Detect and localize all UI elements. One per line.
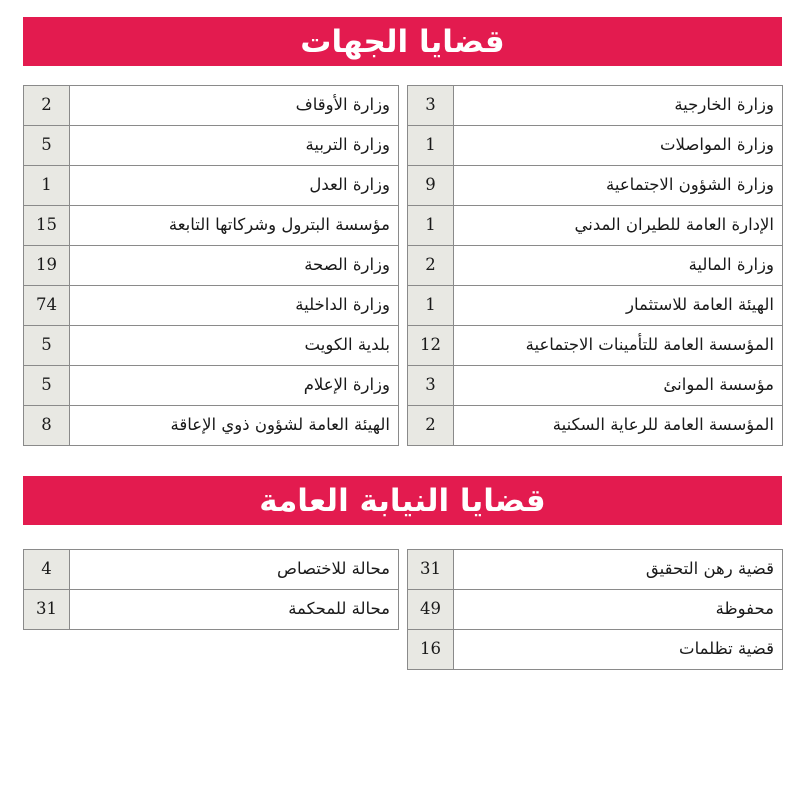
case-count: 5 bbox=[24, 326, 70, 366]
case-count: 5 bbox=[24, 126, 70, 166]
entity-label: مؤسسة البترول وشركاتها التابعة bbox=[70, 206, 399, 246]
entity-label: الهيئة العامة للاستثمار bbox=[454, 286, 783, 326]
case-count: 12 bbox=[408, 326, 454, 366]
entity-label: وزارة المالية bbox=[454, 246, 783, 286]
table-row bbox=[408, 366, 783, 406]
case-count: 8 bbox=[24, 406, 70, 446]
case-count: 2 bbox=[408, 406, 454, 446]
entity-label: وزارة الإعلام bbox=[70, 366, 399, 406]
table-row bbox=[408, 126, 783, 166]
table-row bbox=[24, 406, 399, 446]
entity-label: الإدارة العامة للطيران المدني bbox=[454, 206, 783, 246]
prosecution-table-right bbox=[407, 549, 783, 670]
case-count: 2 bbox=[24, 86, 70, 126]
case-count: 3 bbox=[408, 86, 454, 126]
section-title-entities: قضايا الجهات bbox=[23, 17, 782, 66]
entity-label: الهيئة العامة لشؤون ذوي الإعاقة bbox=[70, 406, 399, 446]
table-row bbox=[408, 86, 783, 126]
table-row bbox=[408, 206, 783, 246]
case-count: 49 bbox=[408, 590, 454, 630]
entity-label: وزارة العدل bbox=[70, 166, 399, 206]
table-row bbox=[24, 326, 399, 366]
entity-label: وزارة الصحة bbox=[70, 246, 399, 286]
case-count: 16 bbox=[408, 630, 454, 670]
table-row bbox=[408, 590, 783, 630]
table-row bbox=[408, 406, 783, 446]
case-count: 9 bbox=[408, 166, 454, 206]
table-row bbox=[408, 550, 783, 590]
entity-label: قضية تظلمات bbox=[454, 630, 783, 670]
case-count: 31 bbox=[24, 590, 70, 630]
table-row bbox=[24, 206, 399, 246]
table-row bbox=[24, 246, 399, 286]
case-count: 74 bbox=[24, 286, 70, 326]
entity-label: محالة للمحكمة bbox=[70, 590, 399, 630]
case-count: 15 bbox=[24, 206, 70, 246]
table-row bbox=[24, 590, 399, 630]
entity-label: محفوظة bbox=[454, 590, 783, 630]
case-count: 1 bbox=[24, 166, 70, 206]
case-count: 3 bbox=[408, 366, 454, 406]
table-row bbox=[24, 550, 399, 590]
table-row bbox=[24, 86, 399, 126]
table-row bbox=[24, 166, 399, 206]
case-count: 5 bbox=[24, 366, 70, 406]
entity-label: محالة للاختصاص bbox=[70, 550, 399, 590]
table-row bbox=[408, 166, 783, 206]
entities-table-right bbox=[407, 85, 783, 446]
section-title-prosecution: قضايا النيابة العامة bbox=[23, 476, 782, 525]
entity-label: المؤسسة العامة للرعاية السكنية bbox=[454, 406, 783, 446]
table-row bbox=[408, 326, 783, 366]
table-row bbox=[24, 126, 399, 166]
case-count: 1 bbox=[408, 286, 454, 326]
entity-label: مؤسسة الموانئ bbox=[454, 366, 783, 406]
entity-label: وزارة الأوقاف bbox=[70, 86, 399, 126]
case-count: 2 bbox=[408, 246, 454, 286]
entity-label: وزارة الخارجية bbox=[454, 86, 783, 126]
table-row bbox=[408, 630, 783, 670]
table-row bbox=[24, 366, 399, 406]
case-count: 4 bbox=[24, 550, 70, 590]
table-row bbox=[408, 246, 783, 286]
entity-label: قضية رهن التحقيق bbox=[454, 550, 783, 590]
case-count: 1 bbox=[408, 126, 454, 166]
entity-label: وزارة المواصلات bbox=[454, 126, 783, 166]
entities-table-left bbox=[23, 85, 399, 446]
entity-label: المؤسسة العامة للتأمينات الاجتماعية bbox=[454, 326, 783, 366]
entity-label: بلدية الكويت bbox=[70, 326, 399, 366]
entity-label: وزارة الداخلية bbox=[70, 286, 399, 326]
table-row bbox=[24, 286, 399, 326]
case-count: 31 bbox=[408, 550, 454, 590]
entity-label: وزارة التربية bbox=[70, 126, 399, 166]
table-row bbox=[408, 286, 783, 326]
entity-label: وزارة الشؤون الاجتماعية bbox=[454, 166, 783, 206]
case-count: 19 bbox=[24, 246, 70, 286]
case-count: 1 bbox=[408, 206, 454, 246]
prosecution-table-left bbox=[23, 549, 399, 630]
